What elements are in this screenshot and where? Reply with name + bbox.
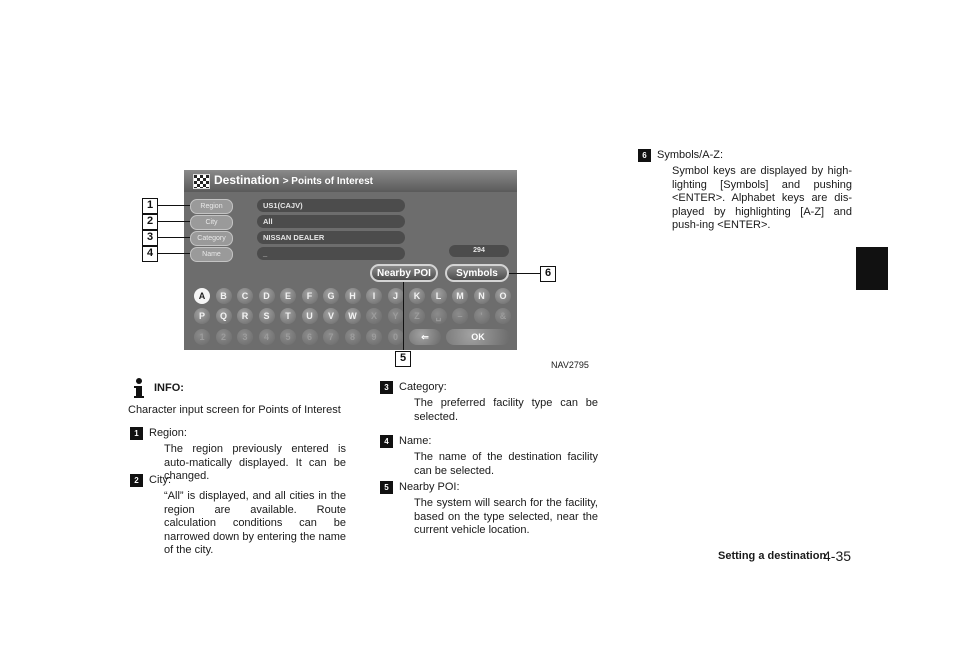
letter-key[interactable]: V xyxy=(323,308,339,324)
leader-line xyxy=(158,237,190,238)
digit-key[interactable]: 7 xyxy=(323,329,339,345)
item-body: The name of the destination facility can be selected. xyxy=(414,451,598,477)
category-value: NISSAN DEALER xyxy=(257,231,405,244)
digit-key[interactable]: 1 xyxy=(194,329,210,345)
city-value: All xyxy=(257,215,405,228)
letter-key[interactable]: S xyxy=(259,308,275,324)
callout-4: 4 xyxy=(142,246,158,262)
digit-key[interactable]: 5 xyxy=(280,329,296,345)
item-number: 1 xyxy=(130,427,143,440)
checkered-flag-icon xyxy=(193,174,210,189)
letter-key[interactable]: Y xyxy=(388,308,404,324)
item-body: The system will search for the facility, based on the type selected, near the current vehicle location. xyxy=(414,497,598,536)
letter-key[interactable]: A xyxy=(194,288,210,304)
callout-1: 1 xyxy=(142,198,158,214)
item-title: Category: xyxy=(399,381,447,393)
letter-key[interactable]: N xyxy=(474,288,490,304)
item-number: 5 xyxy=(380,481,393,494)
letter-key[interactable]: K xyxy=(409,288,425,304)
item-title: City: xyxy=(149,474,171,486)
callout-6: 6 xyxy=(540,266,556,282)
letter-key[interactable]: P xyxy=(194,308,210,324)
letter-key[interactable]: ' xyxy=(474,308,490,324)
letter-key[interactable]: J xyxy=(388,288,404,304)
digit-key[interactable]: 0 xyxy=(388,329,404,345)
letter-key[interactable]: H xyxy=(345,288,361,304)
footer-section: Setting a destination xyxy=(718,550,827,562)
item-number: 3 xyxy=(380,381,393,394)
digit-key[interactable]: 3 xyxy=(237,329,253,345)
result-count: 294 xyxy=(449,245,509,257)
item-title: Nearby POI: xyxy=(399,481,460,493)
letter-key[interactable]: ␣ xyxy=(431,308,447,324)
letter-key[interactable]: C xyxy=(237,288,253,304)
screen-title: Destination > Points of Interest xyxy=(214,173,373,187)
info-heading: INFO: xyxy=(154,382,184,394)
letter-key[interactable]: B xyxy=(216,288,232,304)
letter-key[interactable]: M xyxy=(452,288,468,304)
letter-key[interactable]: F xyxy=(302,288,318,304)
footer-page-number: 4-35 xyxy=(823,548,852,564)
digit-key[interactable]: 2 xyxy=(216,329,232,345)
backspace-key[interactable]: ⇐ xyxy=(409,329,441,345)
name-label[interactable]: Name xyxy=(190,247,233,262)
ok-key[interactable]: OK xyxy=(446,329,510,345)
leader-line xyxy=(509,273,541,274)
digit-key[interactable]: 8 xyxy=(345,329,361,345)
letter-key[interactable]: O xyxy=(495,288,511,304)
callout-5: 5 xyxy=(395,351,411,367)
letter-key[interactable]: X xyxy=(366,308,382,324)
navigation-screen xyxy=(184,170,517,350)
item-body: “All” is displayed, and all cities in the region are available. Route calculation conditions can be narrowed down by entering the name of the city. xyxy=(164,490,346,556)
section-tab xyxy=(856,247,888,290)
letter-key[interactable]: & xyxy=(495,308,511,324)
item-number: 2 xyxy=(130,474,143,487)
letter-key[interactable]: E xyxy=(280,288,296,304)
item-body: The region previously entered is auto-matically displayed. It can be changed. xyxy=(164,443,346,482)
item-title: Symbols/A-Z: xyxy=(657,149,724,161)
letter-key[interactable]: D xyxy=(259,288,275,304)
symbols-button[interactable]: Symbols xyxy=(445,264,509,282)
letter-key[interactable]: – xyxy=(452,308,468,324)
item-body: Symbol keys are displayed by high-lighting [Symbols] and pushing <ENTER>. Alphabet keys are dis-played by highlighting [A-Z] and push-ing <ENTER>. xyxy=(672,165,852,231)
name-input[interactable]: _ xyxy=(257,247,405,260)
region-value: US1(CAJV) xyxy=(257,199,405,212)
letter-key[interactable]: Q xyxy=(216,308,232,324)
leader-line xyxy=(403,282,404,350)
leader-line xyxy=(158,205,190,206)
info-intro: Character input screen for Points of Interest xyxy=(128,404,341,416)
letter-key[interactable]: R xyxy=(237,308,253,324)
figure-code: NAV2795 xyxy=(551,360,589,370)
letter-key[interactable]: U xyxy=(302,308,318,324)
item-title: Name: xyxy=(399,435,432,447)
nearby-poi-button[interactable]: Nearby POI xyxy=(370,264,438,282)
category-label[interactable]: Category xyxy=(190,231,233,246)
digit-key[interactable]: 6 xyxy=(302,329,318,345)
leader-line xyxy=(158,221,190,222)
letter-key[interactable]: L xyxy=(431,288,447,304)
callout-3: 3 xyxy=(142,230,158,246)
city-label[interactable]: City xyxy=(190,215,233,230)
leader-line xyxy=(158,253,190,254)
letter-key[interactable]: G xyxy=(323,288,339,304)
letter-key[interactable]: W xyxy=(345,308,361,324)
callout-2: 2 xyxy=(142,214,158,230)
item-title: Region: xyxy=(149,427,187,439)
digit-key[interactable]: 4 xyxy=(259,329,275,345)
letter-key[interactable]: Z xyxy=(409,308,425,324)
letter-key[interactable]: T xyxy=(280,308,296,324)
item-number: 6 xyxy=(638,149,651,162)
item-number: 4 xyxy=(380,435,393,448)
letter-key[interactable]: I xyxy=(366,288,382,304)
digit-key[interactable]: 9 xyxy=(366,329,382,345)
info-icon xyxy=(126,376,150,400)
region-label[interactable]: Region xyxy=(190,199,233,214)
item-body: The preferred facility type can be selected. xyxy=(414,397,598,423)
